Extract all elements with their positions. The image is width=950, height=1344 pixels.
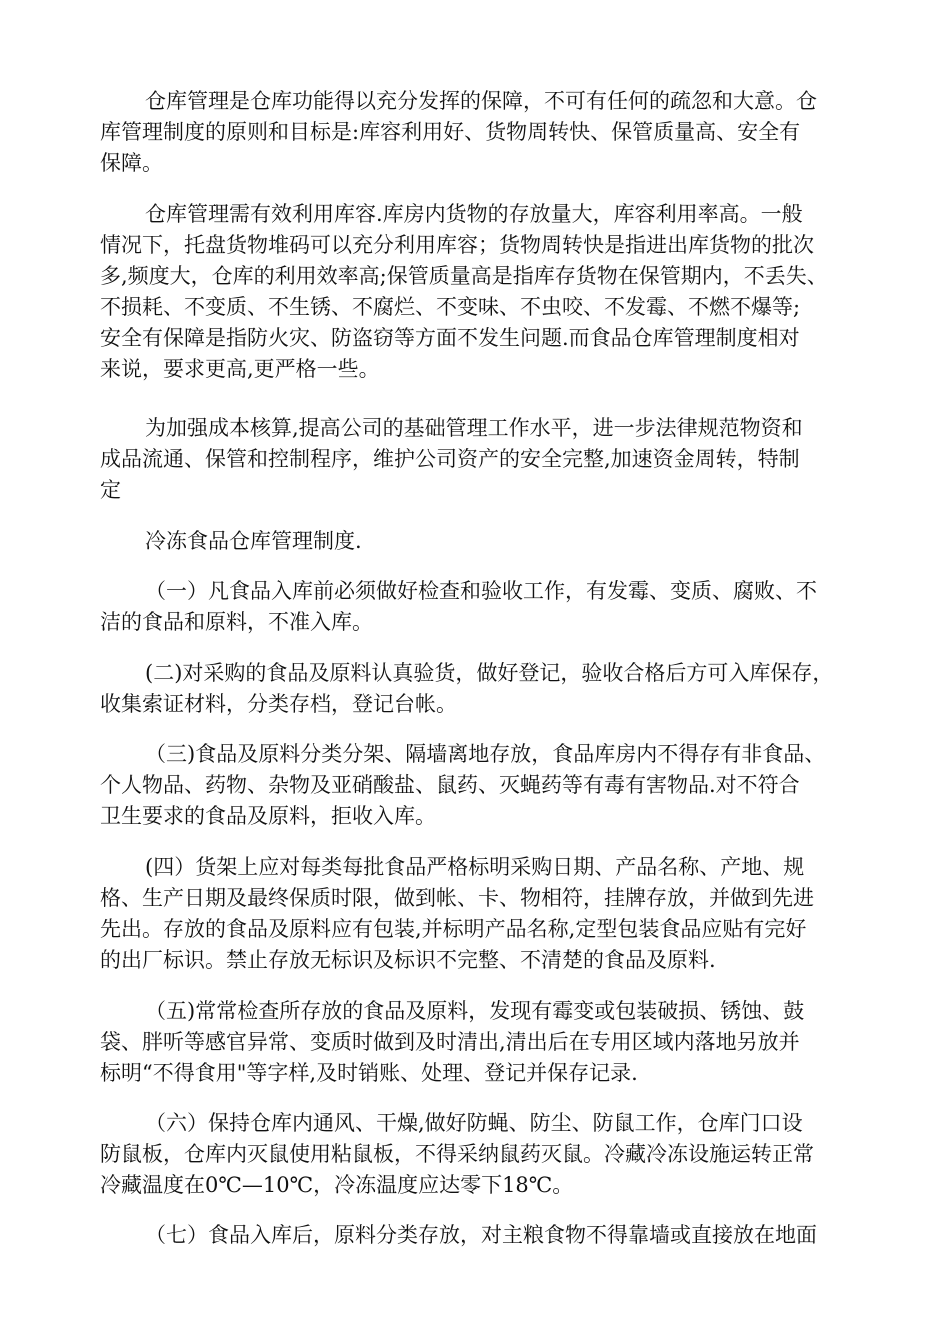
text-line: 情况下，托盘货物堆码可以充分利用库容；货物周转快是指进出库货物的批次 — [100, 233, 814, 257]
paragraph-7 — [100, 739, 875, 832]
text-line: 定 — [100, 478, 121, 502]
paragraph-8 — [100, 852, 865, 976]
text-line: 卫生要求的食品及原料，拒收入库。 — [100, 804, 436, 828]
text-line: 成品流通、保管和控制程序，维护公司资产的安全完整,加速资金周转，特制 — [100, 447, 800, 471]
text-line: 安全有保障是指防火灾、防盗窃等方面不发生问题.而食品仓库管理制度相对 — [100, 326, 800, 350]
text-line: 为加强成本核算,提高公司的基础管理工作水平，进一步法律规范物资和 — [145, 416, 803, 440]
text-line: 收集索证材料，分类存档，登记台帐。 — [100, 692, 457, 716]
text-line: (二)对采购的食品及原料认真验货，做好登记，验收合格后方可入库保存， — [145, 661, 834, 685]
text-line: 仓库管理需有效利用库容.库房内货物的存放量大，库容利用率高。一般 — [145, 202, 803, 226]
text-line: 冷藏温度在0℃—10℃，冷冻温度应达零下18℃。 — [100, 1173, 574, 1197]
text-line: （一）凡食品入库前必须做好检查和验收工作，有发霉、变质、腐败、不 — [145, 579, 817, 603]
paragraph-6 — [100, 658, 875, 720]
text-line: 标明“不得食用"等字样,及时销账、处理、登记并保存记录. — [100, 1061, 638, 1085]
paragraph-2 — [100, 199, 875, 385]
text-line: 仓库管理是仓库功能得以充分发挥的保障，不可有任何的疏忽和大意。仓 — [145, 89, 817, 113]
text-line: 洁的食品和原料，不准入库。 — [100, 610, 373, 634]
text-line: 先出。存放的食品及原料应有包装,并标明产品名称,定型包装食品应贴有完好 — [100, 917, 807, 941]
text-line: 冷冻食品仓库管理制度. — [145, 529, 362, 553]
text-line: 的出厂标识。禁止存放无标识及标识不完整、不清楚的食品及原料. — [100, 948, 716, 972]
text-line: 保障。 — [100, 151, 163, 175]
paragraph-11 — [145, 1220, 865, 1251]
text-line: (四）货架上应对每类每批食品严格标明采购日期、产品名称、产地、规 — [145, 855, 805, 879]
paragraph-3 — [100, 413, 865, 506]
paragraph-5 — [100, 576, 865, 638]
paragraph-10 — [100, 1108, 865, 1201]
text-line: （三)食品及原料分类分架、隔墙离地存放，食品库房内不得存有非食品、 — [145, 742, 826, 766]
text-line: 库管理制度的原则和目标是:库容利用好、货物周转快、保管质量高、安全有 — [100, 120, 801, 144]
paragraph-9 — [100, 996, 865, 1089]
text-line: （六）保持仓库内通风、干燥,做好防蝇、防尘、防鼠工作，仓库门口设 — [145, 1111, 803, 1135]
paragraph-1 — [100, 86, 865, 179]
text-line: （七）食品入库后，原料分类存放，对主粮食物不得靠墙或直接放在地面 — [145, 1223, 817, 1247]
text-line: 不损耗、不变质、不生锈、不腐烂、不变味、不虫咬、不发霉、不燃不爆等; — [100, 295, 801, 319]
paragraph-4 — [145, 526, 865, 557]
text-line: 个人物品、药物、杂物及亚硝酸盐、鼠药、灭蝇药等有毒有害物品.对不符合 — [100, 773, 800, 797]
text-line: 袋、胖听等感官异常、变质时做到及时清出,清出后在专用区域内落地另放并 — [100, 1030, 800, 1054]
text-line: 来说，要求更高,更严格一些。 — [100, 357, 380, 381]
text-line: （五)常常检查所存放的食品及原料，发现有霉变或包装破损、锈蚀、鼓 — [145, 999, 805, 1023]
text-line: 多,频度大，仓库的利用效率高;保管质量高是指库存货物在保管期内，不丢失、 — [100, 264, 828, 288]
text-line: 防鼠板，仓库内灭鼠使用粘鼠板，不得采纳鼠药灭鼠。冷藏冷冻设施运转正常 — [100, 1142, 814, 1166]
text-line: 格、生产日期及最终保质时限，做到帐、卡、物相符，挂牌存放，并做到先进 — [100, 886, 814, 910]
